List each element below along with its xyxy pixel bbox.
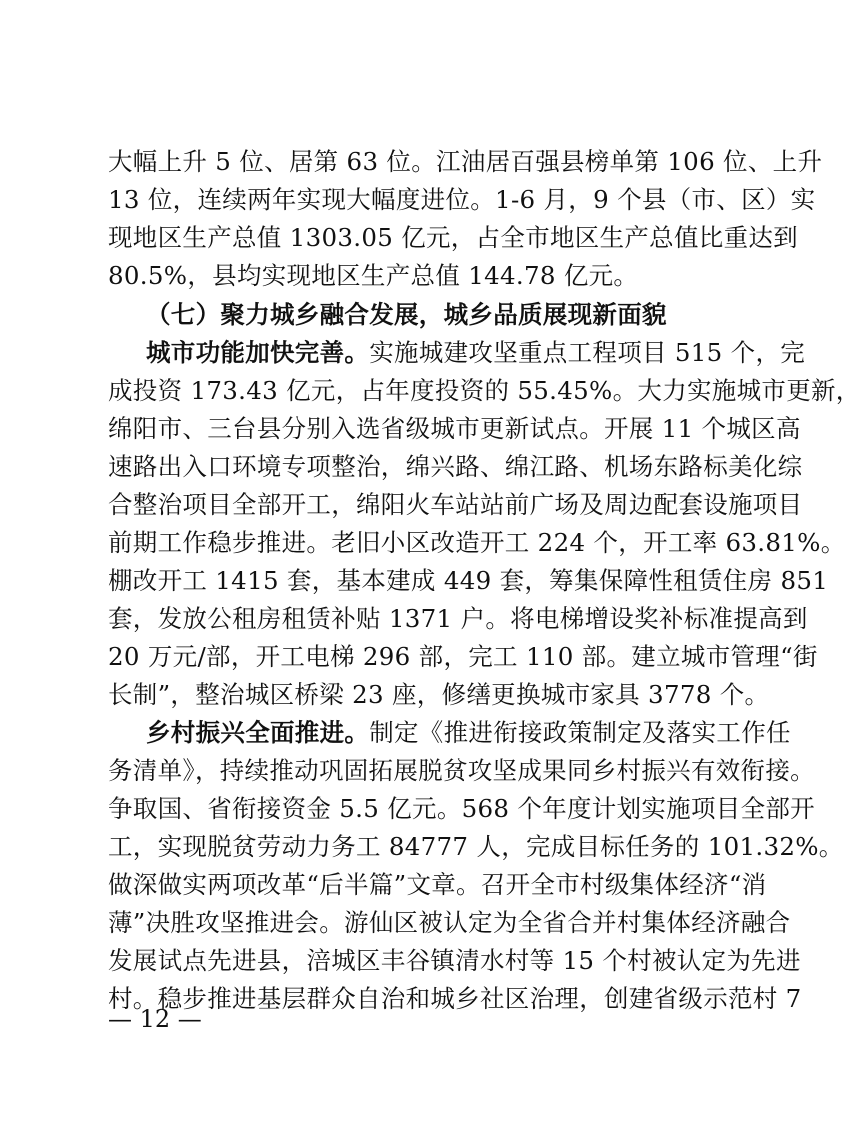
paragraph-line: 大幅上升 5 位、居第 63 位。江油居百强县榜单第 106 位、上升 bbox=[108, 147, 823, 176]
paragraph-line: 现地区生产总值 1303.05 亿元，占全市地区生产总值比重达到 bbox=[108, 223, 798, 252]
paragraph-lead: 城市功能加快完善。 bbox=[146, 338, 370, 367]
page-number: — 12 — bbox=[108, 1005, 202, 1033]
paragraph-line: 13 位，连续两年实现大幅度进位。1-6 月，9 个县（市、区）实 bbox=[108, 185, 816, 214]
paragraph-text: 制定《推进衔接政策制定及落实工作任 bbox=[369, 718, 791, 747]
section-heading: （七）聚力城乡融合发展，城乡品质展现新面貌 bbox=[146, 300, 667, 329]
paragraph-line: 争取国、省衔接资金 5.5 亿元。568 个年度计划实施项目全部开 bbox=[108, 794, 815, 823]
paragraph-line: 发展试点先进县，涪城区丰谷镇清水村等 15 个村被认定为先进 bbox=[108, 946, 801, 975]
paragraph-line: 村。稳步推进基层群众自治和城乡社区治理，创建省级示范村 7 bbox=[108, 984, 802, 1013]
paragraph-line: 80.5%，县均实现地区生产总值 144.78 亿元。 bbox=[108, 261, 639, 290]
paragraph-lead: 乡村振兴全面推进。 bbox=[146, 718, 370, 747]
paragraph-line: 做深做实两项改革“后半篇”文章。召开全市村级集体经济“消 bbox=[108, 870, 767, 899]
paragraph-first-line bbox=[146, 714, 791, 752]
paragraph-line: 绵阳市、三台县分别入选省级城市更新试点。开展 11 个城区高 bbox=[108, 414, 801, 443]
paragraph-line: 成投资 173.43 亿元，占年度投资的 55.45%。大力实施城市更新， bbox=[108, 376, 861, 405]
paragraph-line: 速路出入口环境专项整治，绵兴路、绵江路、机场东路标美化综 bbox=[108, 452, 803, 481]
paragraph-line: 工，实现脱贫劳动力务工 84777 人，完成目标任务的 101.32%。 bbox=[108, 832, 844, 861]
paragraph-line: 套，发放公租房租赁补贴 1371 户。将电梯增设奖补标准提高到 bbox=[108, 604, 808, 633]
paragraph-line: 务清单》，持续推动巩固拓展脱贫攻坚成果同乡村振兴有效衔接。 bbox=[108, 756, 815, 785]
paragraph-first-line bbox=[146, 334, 806, 372]
paragraph-line: 合整治项目全部开工，绵阳火车站站前广场及周边配套设施项目 bbox=[108, 490, 803, 519]
paragraph-line: 长制”，整治城区桥梁 23 座，修缮更换城市家具 3778 个。 bbox=[108, 680, 770, 709]
paragraph-line: 薄”决胜攻坚推进会。游仙区被认定为全省合并村集体经济融合 bbox=[108, 908, 791, 937]
paragraph-text: 实施城建攻坚重点工程项目 515 个，完 bbox=[369, 338, 806, 367]
paragraph-line: 20 万元/部，开工电梯 296 部，完工 110 部。建立城市管理“街 bbox=[108, 642, 818, 671]
paragraph-line: 棚改开工 1415 套，基本建成 449 套，筹集保障性租赁住房 851 bbox=[108, 566, 829, 595]
paragraph-line: 前期工作稳步推进。老旧小区改造开工 224 个，开工率 63.81%。 bbox=[108, 528, 846, 557]
